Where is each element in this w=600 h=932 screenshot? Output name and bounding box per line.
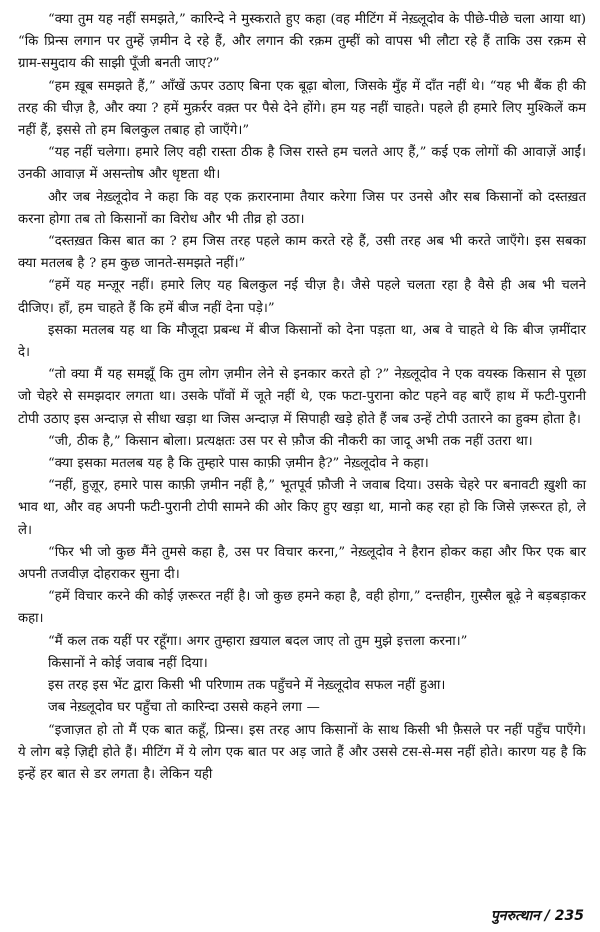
paragraph: “क्या तुम यह नहीं समझते,” कारिन्दे ने मुस्कराते हुए कहा (वह मीटिंग में नेख़्लूदोव के पीछे-पीछे चला आया था) “कि प्रिन्स लगान पर तुम्हें ज़मीन दे रहे हैं, और लगान की रक़म तुम्हीं को वापस भी लौटा रहे हैं ताकि उस रक़म से ग्राम-समुदाय की साझी पूँजी बनती जाए?”	[18, 12, 586, 72]
paragraph: किसानों ने कोई जवाब नहीं दिया।	[48, 655, 208, 671]
paragraph: “नहीं, हुज़ूर, हमारे पास काफ़ी ज़मीन नहीं है,” भूतपूर्व फ़ौजी ने जवाब दिया। उसके चेहरे पर बनावटी ख़ुशी का भाव था, और वह अपनी फटी-पुरानी टोपी सामने की ओर किए हुए खड़ा था, मानो कह रहा हो कि जिसे ज़रूरत हो, ले ले।	[18, 478, 586, 538]
paragraph: “मैं कल तक यहीं पर रहूँगा। अगर तुम्हारा ख़याल बदल जाए तो तुम मुझे इत्तला करना।”	[48, 633, 468, 649]
paragraph: “यह नहीं चलेगा। हमारे लिए वही रास्ता ठीक है जिस रास्ते हम चलते आए हैं,” कई एक लोगों की आवाज़ें आईं। उनकी आवाज़ में असन्तोष और धृष्टता थी।	[18, 145, 586, 183]
paragraph: “हम ख़ूब समझते हैं,” आँखें ऊपर उठाए बिना एक बूढ़ा बोला, जिसके मुँह में दाँत नहीं थे। “यह भी बैंक ही की तरह की चीज़ है, और क्या ? हमें मुक़र्रर वक़्त पर पैसे देने होंगे। हम यह नहीं चाहते। पहले ही हमारे लिए मुश्किलें कम नहीं हैं, इससे तो हम बिलकुल तबाह हो जाएँगे।”	[18, 78, 586, 139]
paragraph: जब नेख़्लूदोव घर पहुँचा तो कारिन्दा उससे कहने लगा —	[48, 700, 320, 716]
paragraph: “जी, ठीक है,” किसान बोला। प्रत्यक्षतः उस पर से फ़ौज की नौकरी का जादू अभी तक नहीं उतरा था।	[48, 433, 533, 449]
paragraph: “तो क्या मैं यह समझूँ कि तुम लोग ज़मीन लेने से इनकार करते हो ?” नेख़्लूदोव ने एक वयस्क किसान से पूछा जो चेहरे से समझदार लगता था। उसके पाँवों में जूते नहीं थे, एक फटा-पुराना कोट पहने वह बाएँ हाथ में फटी-पुरानी टोपी उठाए इस अन्दाज़ से सीधा खड़ा था जिस अन्दाज़ में सिपाही खड़े होते हैं जब उन्हें टोपी उतारने का हुक्म होता है।	[18, 367, 586, 427]
paragraph: “हमें विचार करने की कोई ज़रूरत नहीं है। जो कुछ हमने कहा है, वही होगा,” दन्तहीन, ग़ुस्सैल बूढ़े ने बड़बड़ाकर कहा।	[18, 589, 586, 627]
paragraph: और जब नेख़्लूदोव ने कहा कि वह एक क़रारनामा तैयार करेगा जिस पर उनसे और सब किसानों को दस्तख़त करना होगा तब तो किसानों का विरोध और भी तीव्र हो उठा।	[18, 189, 586, 227]
paragraph: “क्या इसका मतलब यह है कि तुम्हारे पास काफ़ी ज़मीन है?” नेख़्लूदोव ने कहा।	[48, 456, 429, 472]
body-text	[18, 9, 586, 786]
paragraph: इसका मतलब यह था कि मौजूदा प्रबन्ध में बीज किसानों को देना पड़ता था, अब वे चाहते थे कि बीज ज़मींदार दे।	[18, 322, 586, 361]
paragraph: “दस्तख़त किस बात का ? हम जिस तरह पहले काम करते रहे हैं, उसी तरह अब भी करते जाएँगे। इस सबका क्या मतलब है ? हम कुछ जानते-समझते नहीं।”	[18, 234, 586, 272]
paragraph: इस तरह इस भेंट द्वारा किसी भी परिणाम तक पहुँचने में नेख़्लूदोव सफल नहीं हुआ।	[48, 678, 446, 694]
paragraph: “हमें यह मन्ज़ूर नहीं। हमारे लिए यह बिलकुल नई चीज़ है। जैसे पहले चलता रहा है वैसे ही अब भी चलने दीजिए। हाँ, हम चाहते हैं कि हमें बीज नहीं देना पड़े।”	[18, 278, 586, 316]
paragraph: “फिर भी जो कुछ मैंने तुमसे कहा है, उस पर विचार करना,” नेख़्लूदोव ने हैरान होकर कहा और फिर एक बार अपनी तजवीज़ दोहराकर सुना दी।	[18, 544, 586, 583]
page-footer: पुनरुत्थान / 235	[490, 908, 584, 924]
paragraph: “इजाज़त हो तो मैं एक बात कहूँ, प्रिन्स। इस तरह आप किसानों के साथ किसी भी फ़ैसले पर नहीं पहुँच पाएँगे। ये लोग बड़े ज़िद्दी होते हैं। मीटिंग में ये लोग एक बात पर अड़ जाते हैं और उससे टस-से-मस नहीं होते। कारण यह है कि इन्हें हर बात से डर लगता है। लेकिन यही	[18, 722, 586, 782]
